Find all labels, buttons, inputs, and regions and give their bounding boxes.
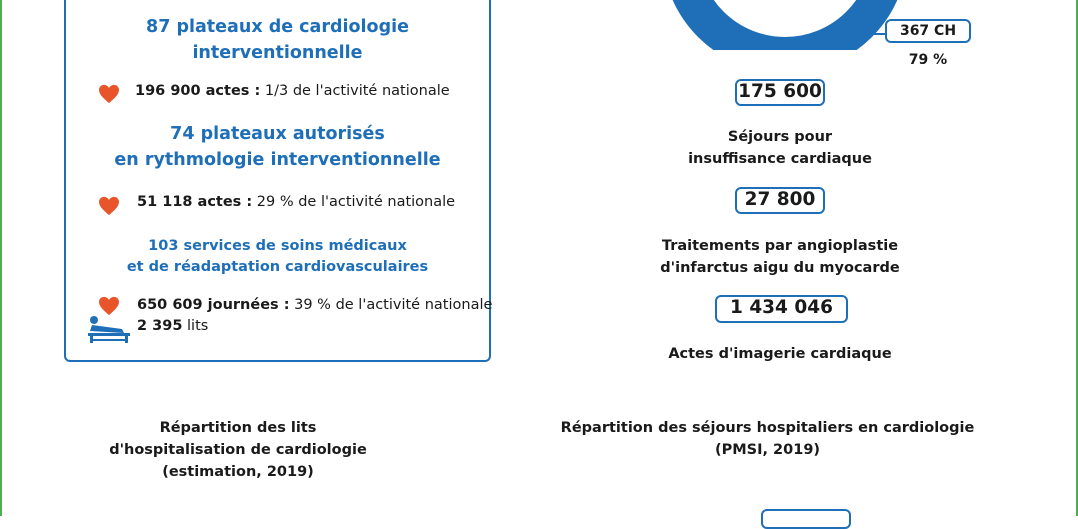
stat-value-1: 175 600 xyxy=(735,79,825,106)
heart-icon xyxy=(98,296,120,316)
beds-distribution-title-3: (estimation, 2019) xyxy=(162,464,314,480)
interventional-acts-share: 1/3 de l'activité nationale xyxy=(264,83,450,99)
rehab-days-count: 650 609 journées : xyxy=(137,297,290,313)
hospital-bed-icon xyxy=(86,314,132,344)
stat-caption-1a: Séjours pour xyxy=(727,129,833,145)
rhythmology-acts xyxy=(137,192,455,212)
stat-caption-3a: Actes d'imagerie cardiaque xyxy=(668,346,892,362)
interventional-acts-count: 196 900 actes : xyxy=(135,83,261,99)
rehab-title-1: 103 services de soins médicaux xyxy=(148,238,407,254)
rehab-beds-count: 2 395 xyxy=(137,318,183,334)
rehab-title-2: et de réadaptation cardiovasculaires xyxy=(126,259,429,275)
rhythmology-title-2: en rythmologie interventionnelle xyxy=(114,150,441,170)
stat-caption-2b: d'infarctus aigu du myocarde xyxy=(660,260,900,276)
rehab-beds-unit: lits xyxy=(187,318,209,334)
rehab-beds xyxy=(137,316,208,336)
stays-distribution-title-1: Répartition des séjours hospitaliers en cardiologie xyxy=(560,420,975,436)
interventional-title-2: interventionnelle xyxy=(192,43,363,63)
heart-icon xyxy=(98,196,120,216)
hospital-share-donut xyxy=(660,0,910,50)
rhythmology-title-1: 74 plateaux autorisés xyxy=(170,124,385,144)
rehab-days-share: 39 % de l'activité nationale xyxy=(294,297,493,313)
interventional-acts xyxy=(135,81,450,101)
stat-value-2: 27 800 xyxy=(735,187,825,214)
stat-value-3: 1 434 046 xyxy=(715,295,848,323)
stat-caption-2a: Traitements par angioplastie xyxy=(661,238,899,254)
rhythmology-acts-count: 51 118 actes : xyxy=(137,194,253,210)
rhythmology-acts-share: 29 % de l'activité nationale xyxy=(256,194,456,210)
beds-distribution-title-2: d'hospitalisation de cardiologie xyxy=(109,442,367,458)
heart-icon xyxy=(98,84,120,104)
donut-label-box: 367 CH xyxy=(885,19,971,43)
interventional-title-1: 87 plateaux de cardiologie xyxy=(146,17,409,37)
partial-value-box xyxy=(761,509,851,529)
donut-percent: 79 % xyxy=(908,52,948,68)
rehab-days xyxy=(137,295,492,315)
stat-caption-1b: insuffisance cardiaque xyxy=(688,151,872,167)
stays-distribution-title-2: (PMSI, 2019) xyxy=(714,442,821,458)
beds-distribution-title-1: Répartition des lits xyxy=(159,420,317,436)
